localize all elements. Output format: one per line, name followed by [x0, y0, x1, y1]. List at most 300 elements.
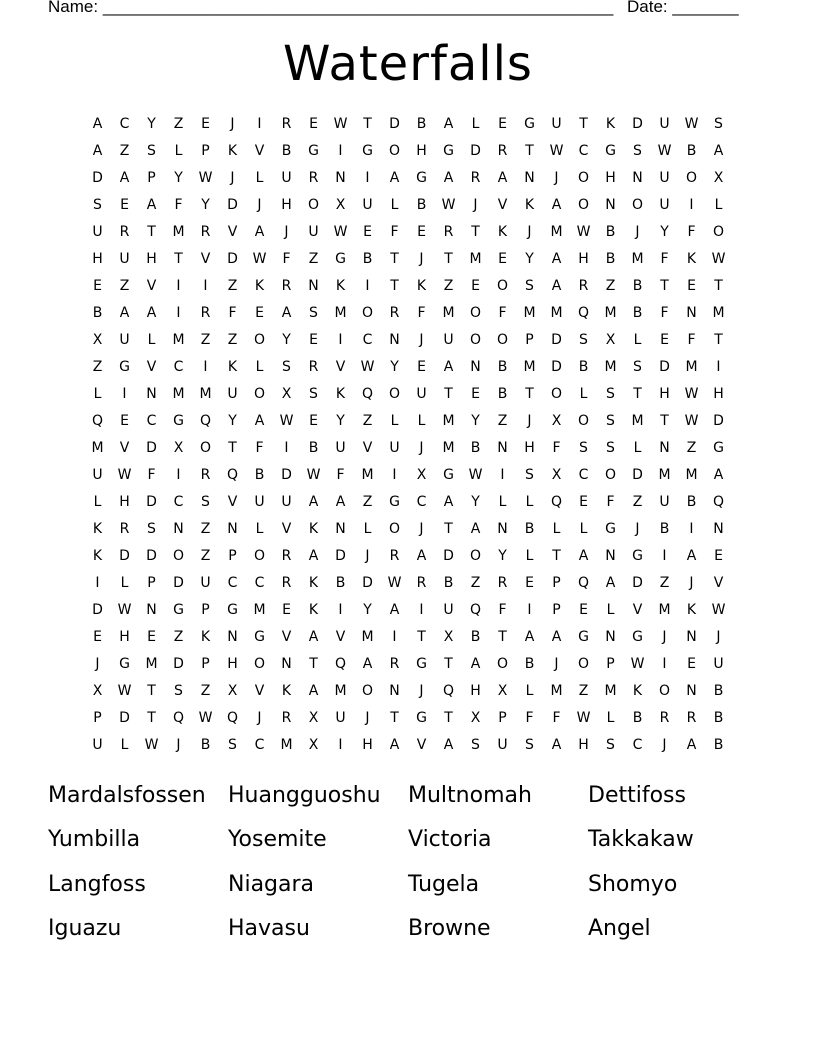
grid-letter: L: [633, 332, 642, 348]
grid-letter: I: [122, 386, 127, 402]
grid-letter: Z: [119, 143, 130, 159]
grid-letter: G: [416, 170, 427, 186]
grid-letter: N: [605, 629, 616, 645]
grid-letter: J: [230, 170, 235, 186]
grid-letter: T: [444, 251, 453, 267]
grid-letter: F: [228, 305, 237, 321]
grid-letter: I: [689, 521, 694, 537]
grid-letter: N: [470, 359, 481, 375]
grid-letter: F: [687, 332, 696, 348]
grid-letter: W: [117, 602, 132, 618]
grid-letter: O: [658, 683, 671, 699]
grid-letter: D: [227, 251, 238, 267]
grid-letter: K: [335, 278, 346, 294]
grid-letter: E: [309, 116, 318, 132]
grid-letter: C: [254, 737, 265, 753]
grid-letter: B: [659, 521, 670, 537]
grid-letter: A: [551, 197, 562, 213]
grid-letter: D: [470, 143, 481, 159]
grid-letter: P: [147, 170, 156, 186]
grid-letter: N: [389, 683, 400, 699]
grid-letter: T: [525, 143, 534, 159]
grid-letter: R: [389, 656, 400, 672]
grid-letter: I: [338, 143, 343, 159]
grid-letter: A: [605, 575, 616, 591]
grid-letter: O: [388, 386, 401, 402]
grid-letter: V: [632, 602, 643, 618]
grid-letter: J: [257, 710, 262, 726]
grid-letter: L: [606, 602, 615, 618]
grid-letter: H: [605, 170, 616, 186]
grid-letter: Y: [336, 413, 345, 429]
grid-letter: W: [198, 170, 213, 186]
grid-letter: A: [389, 737, 400, 753]
grid-letter: I: [257, 116, 262, 132]
date-line[interactable]: _______: [672, 0, 739, 16]
grid-letter: U: [281, 494, 292, 510]
grid-letter: M: [658, 602, 671, 618]
grid-letter: Y: [282, 332, 291, 348]
grid-letter: F: [417, 305, 426, 321]
grid-letter: P: [552, 602, 561, 618]
grid-letter: K: [281, 683, 292, 699]
grid-letter: T: [498, 629, 507, 645]
grid-letter: S: [471, 737, 480, 753]
grid-letter: J: [554, 656, 559, 672]
grid-letter: A: [578, 548, 589, 564]
grid-letter: I: [392, 467, 397, 483]
grid-letter: G: [416, 710, 427, 726]
grid-letter: T: [525, 386, 534, 402]
grid-letter: N: [605, 548, 616, 564]
grid-letter: Q: [442, 683, 455, 699]
grid-letter: N: [524, 170, 535, 186]
grid-letter: G: [443, 143, 454, 159]
grid-letter: V: [281, 521, 292, 537]
grid-letter: S: [228, 737, 237, 753]
grid-letter: Z: [227, 332, 238, 348]
grid-letter: N: [389, 332, 400, 348]
grid-letter: J: [95, 656, 100, 672]
grid-letter: L: [579, 386, 588, 402]
grid-letter: U: [281, 170, 292, 186]
grid-letter: T: [147, 710, 156, 726]
grid-letter: T: [417, 629, 426, 645]
grid-letter: Z: [92, 359, 103, 375]
grid-letter: U: [659, 116, 670, 132]
grid-letter: E: [417, 359, 426, 375]
grid-letter: L: [363, 521, 372, 537]
grid-letter: D: [146, 494, 157, 510]
grid-letter: T: [390, 251, 399, 267]
grid-letter: M: [334, 683, 347, 699]
grid-letter: X: [308, 710, 319, 726]
grid-letter: Z: [497, 413, 508, 429]
grid-letter: Z: [200, 521, 211, 537]
grid-letter: U: [659, 197, 670, 213]
grid-letter: B: [686, 143, 697, 159]
grid-letter: M: [253, 602, 266, 618]
grid-letter: R: [281, 710, 292, 726]
grid-letter: E: [282, 602, 291, 618]
grid-letter: L: [120, 737, 129, 753]
grid-letter: M: [361, 467, 374, 483]
grid-letter: O: [577, 413, 590, 429]
grid-letter: C: [578, 467, 589, 483]
grid-letter: K: [92, 548, 103, 564]
grid-letter: M: [172, 224, 185, 240]
grid-letter: N: [281, 656, 292, 672]
grid-letter: O: [577, 656, 590, 672]
grid-letter: A: [308, 683, 319, 699]
grid-letter: Z: [605, 278, 616, 294]
grid-letter: M: [280, 737, 293, 753]
grid-letter: T: [174, 251, 183, 267]
grid-letter: H: [146, 251, 157, 267]
grid-letter: A: [335, 494, 346, 510]
grid-letter: K: [686, 602, 697, 618]
grid-letter: H: [578, 737, 589, 753]
grid-letter: H: [362, 737, 373, 753]
grid-letter: Z: [200, 548, 211, 564]
grid-letter: A: [443, 116, 454, 132]
grid-letter: Z: [362, 413, 373, 429]
grid-letter: I: [176, 305, 181, 321]
grid-letter: Z: [227, 278, 238, 294]
grid-letter: L: [174, 143, 183, 159]
grid-letter: Y: [390, 359, 399, 375]
grid-letter: B: [497, 359, 508, 375]
grid-letter: B: [632, 278, 643, 294]
grid-letter: K: [497, 224, 508, 240]
grid-letter: L: [93, 386, 102, 402]
grid-letter: N: [308, 278, 319, 294]
grid-letter: R: [281, 278, 292, 294]
grid-letter: W: [549, 143, 564, 159]
grid-letter: V: [362, 440, 373, 456]
grid-letter: M: [523, 305, 536, 321]
grid-letter: E: [120, 197, 129, 213]
grid-letter: P: [201, 602, 210, 618]
grid-letter: W: [198, 710, 213, 726]
grid-letter: R: [200, 305, 211, 321]
grid-letter: R: [389, 305, 400, 321]
grid-letter: R: [389, 548, 400, 564]
word-list: [48, 776, 768, 956]
grid-letter: A: [524, 629, 535, 645]
grid-letter: V: [227, 224, 238, 240]
grid-letter: G: [605, 143, 616, 159]
grid-letter: E: [201, 116, 210, 132]
grid-letter: B: [92, 305, 103, 321]
grid-letter: T: [579, 116, 588, 132]
grid-letter: H: [470, 683, 481, 699]
grid-letter: B: [524, 656, 535, 672]
grid-letter: Q: [91, 413, 104, 429]
grid-letter: J: [527, 413, 532, 429]
grid-letter: O: [361, 683, 374, 699]
grid-letter: W: [360, 359, 375, 375]
grid-letter: W: [684, 116, 699, 132]
grid-letter: J: [284, 224, 289, 240]
grid-letter: X: [335, 197, 346, 213]
grid-letter: R: [470, 170, 481, 186]
grid-letter: I: [689, 197, 694, 213]
grid-letter: W: [441, 197, 456, 213]
grid-letter: X: [713, 170, 724, 186]
grid-letter: F: [174, 197, 183, 213]
grid-letter: Y: [525, 251, 534, 267]
grid-letter: E: [498, 251, 507, 267]
grid-letter: A: [389, 602, 400, 618]
grid-letter: A: [551, 278, 562, 294]
grid-letter: N: [173, 521, 184, 537]
grid-letter: P: [228, 548, 237, 564]
word-list-item: Dettifoss: [588, 783, 686, 808]
grid-letter: C: [173, 494, 184, 510]
grid-letter: W: [468, 467, 483, 483]
grid-letter: J: [716, 629, 721, 645]
grid-letter: R: [281, 575, 292, 591]
grid-letter: R: [308, 170, 319, 186]
grid-letter: D: [551, 332, 562, 348]
grid-letter: V: [335, 359, 346, 375]
grid-letter: B: [416, 197, 427, 213]
grid-letter: V: [713, 575, 724, 591]
grid-letter: M: [550, 305, 563, 321]
grid-letter: O: [469, 548, 482, 564]
grid-letter: G: [524, 116, 535, 132]
grid-letter: J: [635, 224, 640, 240]
grid-letter: V: [146, 278, 157, 294]
grid-letter: R: [578, 278, 589, 294]
grid-letter: R: [443, 224, 454, 240]
grid-letter: S: [606, 440, 615, 456]
grid-letter: T: [714, 278, 723, 294]
grid-letter: V: [335, 629, 346, 645]
grid-letter: M: [685, 467, 698, 483]
grid-letter: S: [579, 440, 588, 456]
grid-letter: U: [92, 224, 103, 240]
grid-letter: M: [442, 413, 455, 429]
grid-letter: O: [469, 332, 482, 348]
grid-letter: M: [523, 359, 536, 375]
grid-letter: O: [361, 305, 374, 321]
grid-letter: U: [254, 494, 265, 510]
grid-letter: A: [443, 737, 454, 753]
grid-letter: I: [419, 602, 424, 618]
grid-letter: T: [228, 440, 237, 456]
grid-letter: D: [335, 548, 346, 564]
name-label: Name:: [48, 0, 99, 16]
grid-letter: H: [524, 440, 535, 456]
grid-letter: E: [309, 332, 318, 348]
grid-letter: F: [336, 467, 345, 483]
grid-letter: Q: [226, 710, 239, 726]
grid-letter: B: [713, 737, 724, 753]
grid-letter: R: [497, 575, 508, 591]
grid-letter: N: [686, 683, 697, 699]
grid-letter: E: [714, 548, 723, 564]
grid-letter: N: [146, 602, 157, 618]
grid-letter: K: [416, 278, 427, 294]
grid-letter: Z: [173, 116, 184, 132]
grid-letter: K: [632, 683, 643, 699]
grid-letter: V: [254, 143, 265, 159]
grid-letter: X: [173, 440, 184, 456]
grid-letter: K: [308, 575, 319, 591]
name-date-header: [48, 0, 748, 19]
grid-letter: T: [390, 710, 399, 726]
grid-letter: H: [659, 386, 670, 402]
grid-letter: A: [362, 656, 373, 672]
grid-letter: U: [227, 386, 238, 402]
grid-letter: W: [387, 575, 402, 591]
grid-letter: T: [471, 224, 480, 240]
grid-letter: A: [686, 548, 697, 564]
grid-letter: I: [284, 440, 289, 456]
grid-letter: T: [390, 278, 399, 294]
grid-letter: D: [119, 548, 130, 564]
grid-letter: O: [388, 143, 401, 159]
word-list-item: Multnomah: [408, 783, 532, 808]
grid-letter: H: [119, 629, 130, 645]
grid-letter: T: [552, 548, 561, 564]
grid-letter: B: [416, 116, 427, 132]
grid-letter: Y: [174, 170, 183, 186]
grid-letter: U: [659, 170, 670, 186]
grid-letter: G: [119, 656, 130, 672]
grid-letter: E: [147, 629, 156, 645]
grid-letter: M: [442, 305, 455, 321]
grid-letter: R: [119, 521, 130, 537]
grid-letter: E: [525, 575, 534, 591]
name-line[interactable]: ______________________________________________________: [102, 0, 614, 16]
grid-letter: F: [498, 305, 507, 321]
grid-letter: A: [146, 305, 157, 321]
grid-letter: J: [419, 251, 424, 267]
grid-letter: H: [713, 386, 724, 402]
grid-letter: J: [176, 737, 181, 753]
grid-letter: S: [579, 332, 588, 348]
grid-letter: M: [604, 683, 617, 699]
grid-letter: B: [443, 575, 454, 591]
grid-letter: O: [172, 548, 185, 564]
grid-letter: K: [254, 278, 265, 294]
grid-letter: U: [119, 332, 130, 348]
grid-letter: F: [255, 440, 264, 456]
grid-letter: A: [308, 548, 319, 564]
grid-letter: N: [605, 197, 616, 213]
grid-letter: H: [227, 656, 238, 672]
grid-letter: O: [604, 467, 617, 483]
grid-letter: W: [333, 116, 348, 132]
grid-letter: J: [662, 737, 667, 753]
grid-letter: W: [657, 143, 672, 159]
grid-letter: G: [578, 629, 589, 645]
grid-letter: J: [419, 440, 424, 456]
grid-letter: D: [632, 116, 643, 132]
grid-letter: A: [443, 170, 454, 186]
grid-letter: E: [687, 278, 696, 294]
grid-letter: F: [282, 251, 291, 267]
grid-letter: U: [443, 332, 454, 348]
grid-letter: Z: [119, 278, 130, 294]
grid-letter: X: [92, 332, 103, 348]
grid-letter: U: [389, 440, 400, 456]
grid-letter: V: [119, 440, 130, 456]
grid-letter: F: [687, 224, 696, 240]
grid-letter: N: [227, 629, 238, 645]
grid-letter: P: [93, 710, 102, 726]
date-field: [627, 0, 739, 19]
grid-letter: R: [200, 467, 211, 483]
grid-letter: U: [92, 737, 103, 753]
grid-letter: D: [632, 467, 643, 483]
grid-letter: O: [631, 197, 644, 213]
grid-letter: G: [416, 656, 427, 672]
grid-letter: W: [711, 602, 726, 618]
grid-letter: T: [444, 521, 453, 537]
grid-letter: A: [497, 170, 508, 186]
grid-letter: J: [257, 197, 262, 213]
grid-letter: D: [119, 710, 130, 726]
grid-letter: M: [631, 413, 644, 429]
grid-letter: J: [365, 710, 370, 726]
grid-letter: R: [308, 359, 319, 375]
grid-letter: V: [227, 494, 238, 510]
grid-letter: M: [550, 224, 563, 240]
grid-letter: A: [119, 170, 130, 186]
grid-letter: M: [172, 332, 185, 348]
grid-letter: L: [498, 494, 507, 510]
grid-letter: L: [390, 197, 399, 213]
grid-letter: Q: [226, 467, 239, 483]
grid-letter: X: [227, 683, 238, 699]
grid-letter: S: [633, 143, 642, 159]
grid-letter: U: [416, 386, 427, 402]
grid-letter: C: [119, 116, 130, 132]
grid-letter: R: [281, 116, 292, 132]
grid-letter: T: [660, 278, 669, 294]
grid-letter: T: [444, 656, 453, 672]
grid-letter: G: [119, 359, 130, 375]
grid-letter: D: [659, 359, 670, 375]
grid-letter: F: [525, 710, 534, 726]
grid-letter: X: [605, 332, 616, 348]
grid-letter: I: [338, 737, 343, 753]
grid-letter: T: [444, 386, 453, 402]
grid-letter: H: [281, 197, 292, 213]
grid-letter: M: [442, 440, 455, 456]
grid-letter: G: [173, 602, 184, 618]
grid-letter: J: [473, 197, 478, 213]
grid-letter: C: [254, 575, 265, 591]
grid-letter: W: [576, 710, 591, 726]
word-list-item: Niagara: [228, 872, 315, 897]
word-list-item: Langfoss: [48, 872, 146, 897]
grid-letter: N: [227, 521, 238, 537]
grid-letter: D: [443, 548, 454, 564]
word-list-item: Havasu: [228, 916, 310, 941]
grid-letter: Q: [550, 494, 563, 510]
grid-letter: I: [338, 602, 343, 618]
grid-letter: L: [525, 494, 534, 510]
grid-letter: Q: [577, 305, 590, 321]
grid-letter: M: [91, 440, 104, 456]
grid-letter: E: [93, 278, 102, 294]
grid-letter: J: [419, 683, 424, 699]
